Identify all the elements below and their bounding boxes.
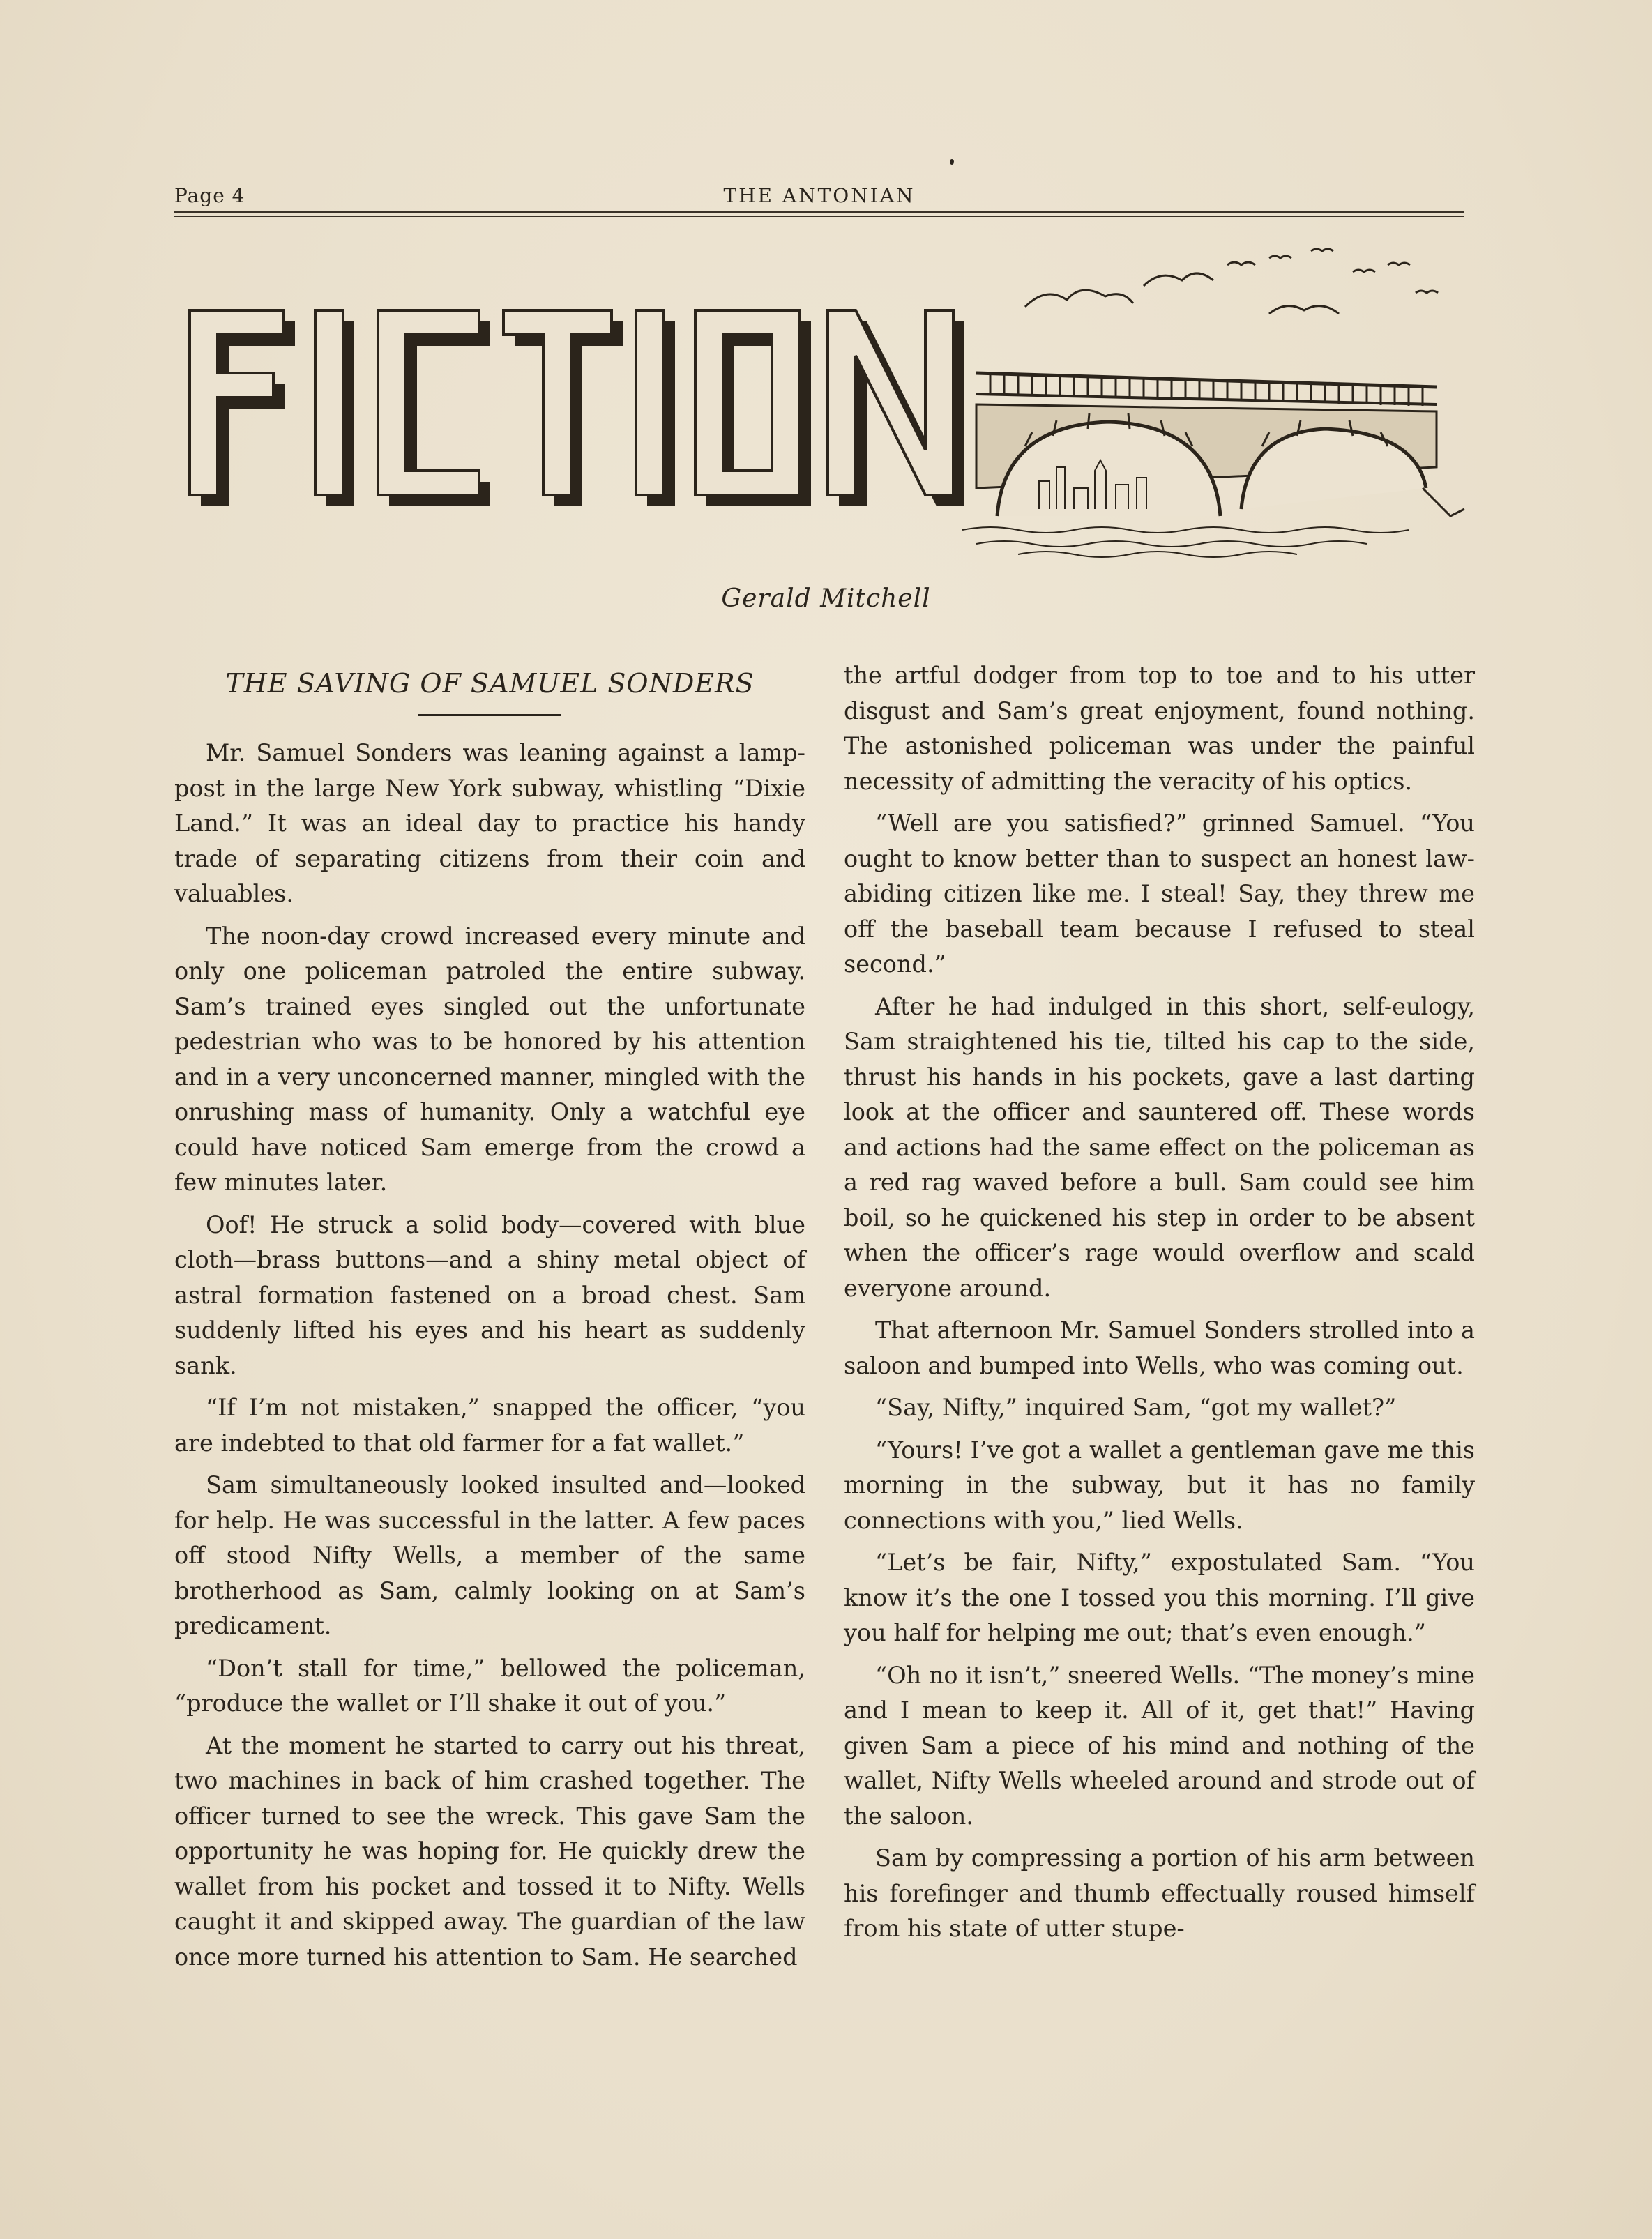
- paragraph: After he had indulged in this short, self-eulogy, Sam straightened his tie, tilted his cap to the side, thrust his hands in his pockets, gave a last darting look at the officer and sauntered off. These words and actions had the same effect on the policeman as a red rag waved before a bull. Sam could see him boil, so he quickened his step in order to be absent when the officer’s rage would overflow and scald everyone around.: [844, 992, 1475, 1302]
- fiction-letters: [190, 310, 964, 506]
- paragraph: Sam by compressing a portion of his arm between his forefinger and thumb effectually roused himself from his state of utter stupe-: [844, 1844, 1475, 1942]
- paragraph: “Let’s be fair, Nifty,” expostulated Sam. “You know it’s the one I tossed you this morning. I’ll give you half for helping me out; that’s even enough.”: [844, 1549, 1475, 1646]
- page-number: Page 4: [174, 184, 245, 207]
- paragraph: “Say, Nifty,” inquired Sam, “got my wallet?”: [875, 1394, 1397, 1421]
- page-header: [174, 184, 1464, 212]
- paragraph: That afternoon Mr. Samuel Sonders strolled into a saloon and bumped into Wells, who was coming out.: [844, 1316, 1475, 1379]
- paragraph: “Well are you satisfied?” grinned Samuel. “You ought to know better than to suspect an honest law-abiding citizen like me. I steal! Say, they threw me off the baseball team because I refused to steal second.”: [844, 810, 1475, 978]
- title-rule: [418, 714, 561, 716]
- paragraph: Oof! He struck a solid body—covered with blue cloth—brass buttons—and a shiny metal object of astral formation fastened on a broad chest. Sam suddenly lifted his eyes and his heart as suddenly sank.: [174, 1210, 805, 1379]
- story-column-right: [844, 658, 1475, 1954]
- header-rule: [174, 211, 1464, 213]
- header-rule-thin: [174, 216, 1464, 217]
- paragraph: Sam simultaneously looked insulted and—looked for help. He was successful in the latter. A few paces off stood Nifty Wells, a member of the same brotherhood as Sam, calmly looking on at Sam’s predicament.: [174, 1471, 805, 1639]
- paragraph: “Yours! I’ve got a wallet a gentleman gave me this morning in the subway, but it has no family connections with you,” lied Wells.: [844, 1436, 1475, 1534]
- paragraph: the artful dodger from top to toe and to his utter disgust and Sam’s great enjoyment, found nothing. The astonished policeman was under the painful necessity of admitting the veracity of his optics.: [844, 662, 1475, 795]
- paragraph: “Don’t stall for time,” bellowed the policeman, “produce the wallet or I’ll shake it out of you.”: [174, 1654, 805, 1717]
- story-title: THE SAVING OF SAMUEL SONDERS: [225, 668, 755, 699]
- masthead: THE ANTONIAN: [723, 184, 916, 207]
- paragraph: “Oh no it isn’t,” sneered Wells. “The money’s mine and I mean to keep it. All of it, get that!” Having given Sam a piece of his mind and nothing of the wallet, Nifty Wells wheeled around and strode out of the saloon.: [844, 1661, 1475, 1830]
- bridge-illustration: [934, 237, 1492, 558]
- paragraph: Mr. Samuel Sonders was leaning against a lamp-post in the large New York subway, whistling “Dixie Land.” It was an ideal day to practice his handy trade of separating citizens from their coin and valuables.: [174, 739, 805, 907]
- story-column-left: [174, 662, 805, 1982]
- paragraph: At the moment he started to carry out his threat, two machines in back of him crashed together. The officer turned to see the wreck. This gave Sam the opportunity he was hoping for. He quickly drew the wallet from his pocket and tossed it to Nifty. Wells caught it and skipped away. The guardian of the law once more turned his attention to Sam. He searched: [174, 1731, 805, 1971]
- section-title-fiction: [183, 275, 971, 506]
- paragraph: “If I’m not mistaken,” snapped the officer, “you are indebted to that old farmer for a fat wallet.”: [174, 1394, 805, 1457]
- ink-speck: [950, 159, 954, 165]
- author-byline: Gerald Mitchell: [721, 584, 931, 613]
- paragraph: The noon-day crowd increased every minute and only one policeman patroled the entire subway. Sam’s trained eyes singled out the unfortunate pedestrian who was to be honored by his attention and in a very unconcerned manner, mingled with the onrushing mass of humanity. Only a watchful eye could have noticed Sam emerge from the crowd a few minutes later.: [174, 922, 805, 1196]
